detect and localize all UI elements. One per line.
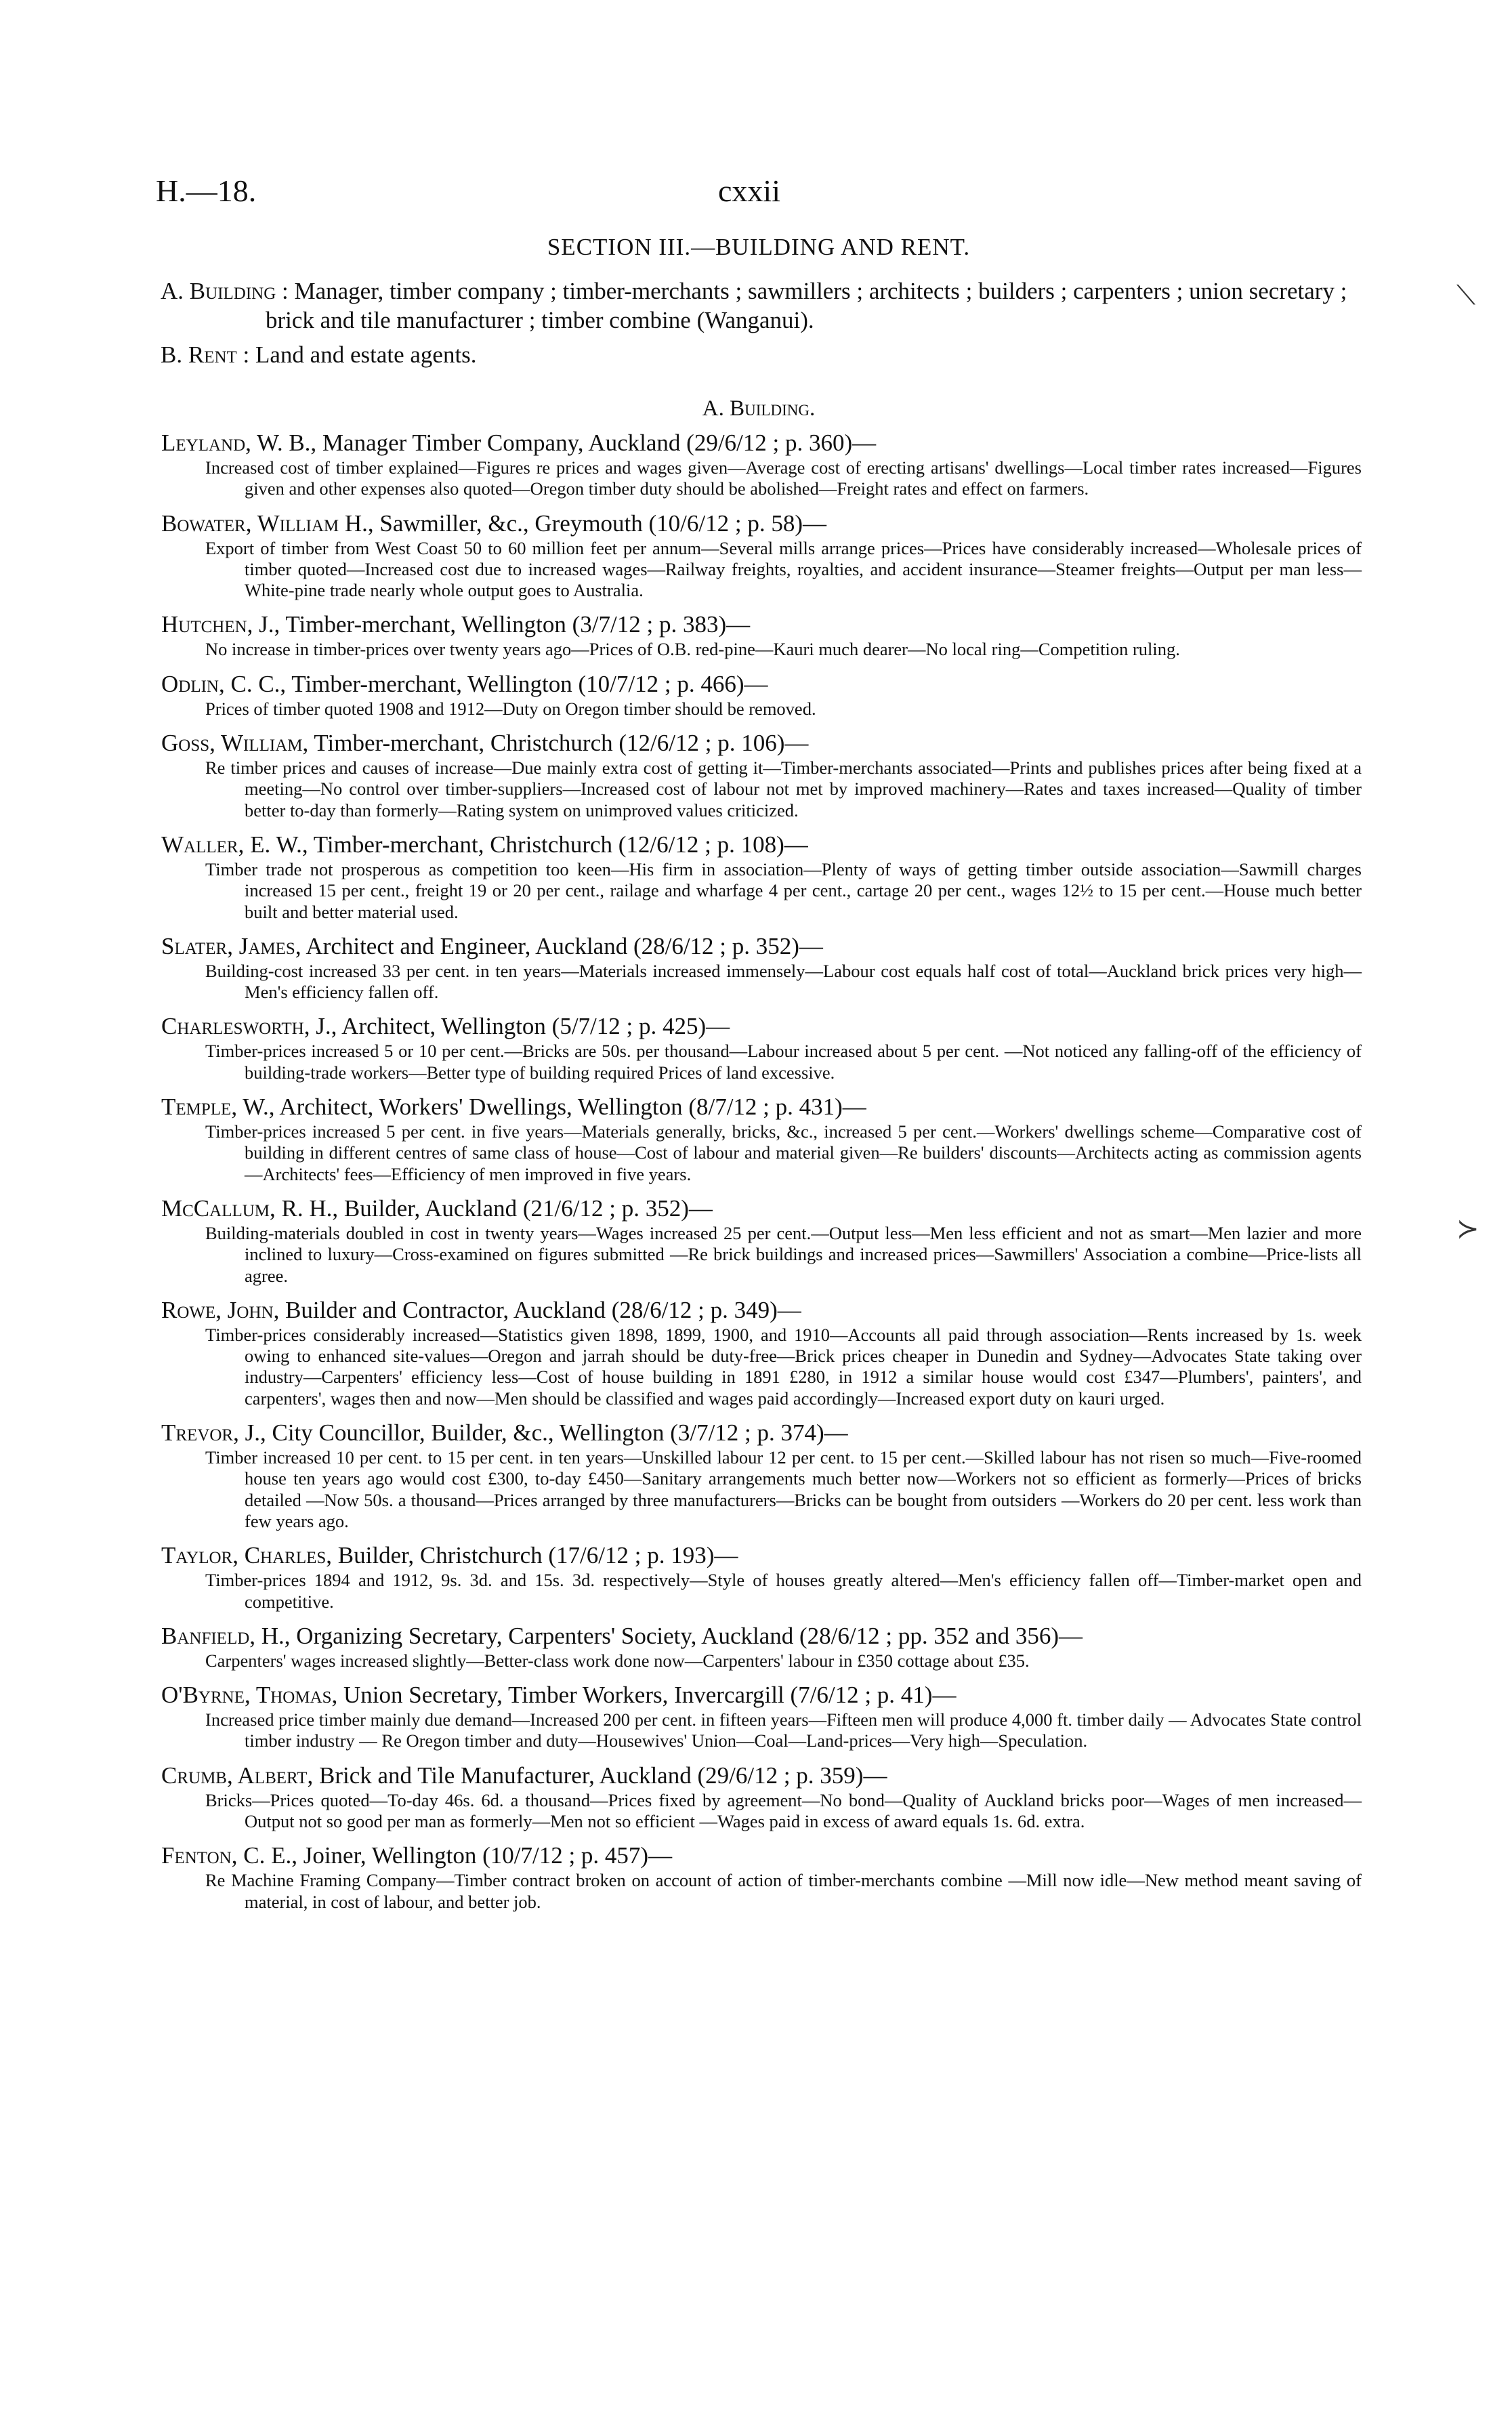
- entry-heading: [161, 831, 1362, 859]
- witness-name: Fenton: [161, 1842, 232, 1869]
- witness-name: Bowater, William: [161, 510, 339, 537]
- witness-name: Hutchen: [161, 611, 247, 638]
- witness-entry: [161, 1093, 1362, 1185]
- evidence-summary: Timber trade not prosperous as competition too keen—His firm in association—Plenty of ways of getting timber outside association—Sawmill charges increased 15 per cent., freight 19 or 20 per cent., railage and wharfage 4 per cent., cartage 20 per cent., wages 12½ to 15 per cent.—House much better built and better material used.: [205, 858, 1362, 922]
- evidence-summary: Carpenters' wages increased slightly—Better-class work done now—Carpenters' labour in £350 cottage about £35.: [205, 1650, 1030, 1671]
- contents-text: Manager, timber company ; timber-merchants ; sawmillers ; architects ; builders ; carpenters ; union secretary ; brick and tile manufacturer ; timber combine (Wanganui).: [266, 278, 1347, 333]
- subsection-title: A. Building.: [702, 396, 816, 421]
- witness-name: Crumb, Albert: [161, 1762, 308, 1789]
- entry-heading: [161, 1194, 1362, 1223]
- contents-row-building: [161, 276, 1363, 335]
- evidence-summary: Increased price timber mainly due demand—Increased 200 per cent. in fifteen years—Fifteen men will produce 4,000 ft. timber daily — Advocates State control timber industry — Re Oregon timber and duty—Housewives' Union—Coal—Land-prices—Very high—Speculation.: [205, 1709, 1362, 1751]
- witness-details: , Timber-merchant, Christchurch (12/6/12 ; p. 106)—: [302, 730, 809, 757]
- section-title: SECTION III.—BUILDING AND RENT.: [547, 234, 971, 260]
- witness-details: , Builder and Contractor, Auckland (28/6/12 ; p. 349)—: [273, 1296, 801, 1323]
- witness-entry: [161, 610, 1362, 660]
- evidence-summary: Re timber prices and causes of increase—Due mainly extra cost of getting it—Timber-merchants associated—Prints and publishes prices after being fixed at a meeting—No control over timber-suppliers—Increased cost of labour not met by improved machinery—Rates and taxes increased—Quality of timber better to-day than formerly—Rating system on unimproved values criticized.: [205, 757, 1362, 820]
- witness-details: , Union Secretary, Timber Workers, Invercargill (7/6/12 ; p. 41)—: [331, 1682, 957, 1709]
- evidence-summary: No increase in timber-prices over twenty years ago—Prices of O.B. red-pine—Kauri much dearer—No local ring—Competition ruling.: [205, 639, 1180, 660]
- witness-list: [161, 429, 1362, 1922]
- witness-entry: [161, 510, 1362, 602]
- entry-heading: [161, 1296, 1362, 1325]
- witness-name: O'Byrne, Thomas: [161, 1682, 332, 1709]
- witness-name: Rowe, John: [161, 1296, 274, 1323]
- witness-details: H., Sawmiller, &c., Greymouth (10/6/12 ; p. 58)—: [339, 510, 827, 537]
- witness-details: , E. W., Timber-merchant, Christchurch (12/6/12 ; p. 108)—: [238, 831, 808, 858]
- witness-entry: [161, 1622, 1362, 1671]
- entry-heading: [161, 1093, 1362, 1121]
- entry-heading: [161, 1622, 1362, 1650]
- contents-row-rent: [161, 340, 1363, 369]
- page-header: [156, 173, 1362, 213]
- evidence-summary: Re Machine Framing Company—Timber contract broken on account of action of timber-merchants combine —Mill now idle—New method meant saving of material, in cost of labour, and better job.: [205, 1870, 1362, 1912]
- evidence-summary: Timber-prices 1894 and 1912, 9s. 3d. and 15s. 3d. respectively—Style of houses greatly altered—Men's efficiency fallen off—Timber-market open and competitive.: [205, 1570, 1362, 1612]
- witness-details: , Architect and Engineer, Auckland (28/6/12 ; p. 352)—: [295, 932, 823, 959]
- witness-name: Charlesworth: [161, 1013, 304, 1040]
- entry-heading: [161, 670, 1362, 699]
- witness-details: , H., Organizing Secretary, Carpenters' Society, Auckland (28/6/12 ; pp. 352 and 356)—: [249, 1622, 1083, 1649]
- entry-heading: [161, 1541, 1362, 1570]
- witness-details: , R. H., Builder, Auckland (21/6/12 ; p. 352)—: [270, 1194, 713, 1222]
- witness-name: McCallum: [161, 1194, 270, 1222]
- witness-entry: [161, 1681, 1362, 1752]
- evidence-summary: Timber-prices increased 5 per cent. in five years—Materials generally, bricks, &c., increased 5 per cent.—Workers' dwellings scheme—Comparative cost of building in different centres of same class of house—Cost of labour and material given—Re builders' discounts—Architects acting as commission agents—Architects' fees—Efficiency of men improved in five years.: [205, 1121, 1362, 1184]
- entry-heading: [161, 932, 1362, 961]
- witness-entry: [161, 1194, 1362, 1287]
- entry-heading: [161, 729, 1362, 757]
- witness-name: Odlin: [161, 670, 219, 697]
- entry-heading: [161, 1681, 1362, 1709]
- witness-entry: [161, 1296, 1362, 1409]
- witness-details: , J., City Councillor, Builder, &c., Wellington (3/7/12 ; p. 374)—: [233, 1419, 848, 1447]
- witness-name: Banfield: [161, 1622, 250, 1649]
- entry-heading: [161, 1419, 1362, 1447]
- witness-details: , C. C., Timber-merchant, Wellington (10/7/12 ; p. 466)—: [218, 670, 768, 697]
- witness-details: , W. B., Manager Timber Company, Auckland (29/6/12 ; p. 360)—: [245, 430, 877, 456]
- evidence-summary: Bricks—Prices quoted—To-day 46s. 6d. a thousand—Prices fixed by agreement—No bond—Quality of Auckland bricks poor—Wages of men increased—Output not so good per man as formerly—Men not so efficient —Wages paid in excess of award equals 1s. 6d. extra.: [205, 1789, 1362, 1831]
- witness-entry: [161, 1012, 1362, 1083]
- evidence-summary: Building-materials doubled in cost in twenty years—Wages increased 25 per cent.—Output less—Men less efficient and not as smart—Men lazier and more inclined to luxury—Cross-examined on figures submitted —Re brick buildings and increased prices—Sawmillers' Association a combine—Price-lists all agree.: [205, 1222, 1362, 1286]
- margin-mark: ≻: [1456, 1213, 1479, 1244]
- witness-entry: [161, 932, 1362, 1003]
- contents-key: A. Building :: [161, 278, 289, 304]
- witness-details: , J., Architect, Wellington (5/7/12 ; p. 425)—: [303, 1013, 730, 1040]
- entry-heading: [161, 1762, 1362, 1790]
- page-number: cxxii: [718, 173, 780, 208]
- witness-name: Goss, William: [161, 730, 303, 757]
- witness-name: Leyland: [161, 430, 246, 456]
- evidence-summary: Timber-prices increased 5 or 10 per cent.—Bricks are 50s. per thousand—Labour increased about 5 per cent. —Not noticed any falling-off of the efficiency of building-trade workers—Better type of building required Prices of land excessive.: [205, 1041, 1362, 1083]
- witness-details: , Builder, Christchurch (17/6/12 ; p. 193)—: [326, 1542, 738, 1569]
- entry-heading: [161, 610, 1362, 639]
- evidence-summary: Timber-prices considerably increased—Statistics given 1898, 1899, 1900, and 1910—Accounts all paid through association—Rents increased by 1s. week owing to enhanced site-values—Oregon and jarrah should be duty-free—Brick prices cheaper in Dunedin and Sydney—Advocates State taking over industry—Carpenters' efficiency less—Cost of house building in 1891 £280, in 1912 a similar house would cost £347—Plumbers', painters', and carpenters', wages then and now—Men should be classified and wages paid accordingly—Increased export duty on kauri urged.: [205, 1324, 1362, 1409]
- witness-entry: [161, 670, 1362, 720]
- contents-key: B. Rent :: [161, 341, 250, 368]
- evidence-summary: Export of timber from West Coast 50 to 60 million feet per annum—Several mills arrange prices—Prices have considerably increased—Wholesale prices of timber quoted—Increased cost due to increased wages—Railway freights, royalties, and accident insurance—Steamer freights—Output per man less—White-pine trade nearly whole output goes to Australia.: [205, 537, 1362, 601]
- witness-entry: [161, 429, 1362, 500]
- margin-mark: ⟍: [1456, 280, 1475, 310]
- entry-heading: [161, 510, 1362, 538]
- witness-details: , W., Architect, Workers' Dwellings, Wellington (8/7/12 ; p. 431)—: [231, 1094, 866, 1121]
- witness-entry: [161, 1762, 1362, 1833]
- witness-entry: [161, 729, 1362, 821]
- witness-name: Slater, James: [161, 932, 295, 959]
- evidence-summary: Timber increased 10 per cent. to 15 per cent. in ten years—Unskilled labour 12 per cent. to 15 per cent.—Skilled labour has not risen so much—Five-roomed house ten years ago would cost £300, to-day £450—Sanitary arrangements much better now—Workers not so efficient as formerly—Prices of bricks detailed —Now 50s. a thousand—Prices arranged by three manufacturers—Bricks can be bought from outsiders —Workers do 20 per cent. less work than few years ago.: [205, 1447, 1362, 1531]
- section-contents: [161, 276, 1363, 375]
- witness-details: , Brick and Tile Manufacturer, Auckland (29/6/12 ; p. 359)—: [307, 1762, 887, 1789]
- evidence-summary: Building-cost increased 33 per cent. in ten years—Materials increased immensely—Labour cost equals half cost of total—Auckland brick prices very high—Men's efficiency fallen off.: [205, 960, 1362, 1003]
- contents-text: Land and estate agents.: [255, 341, 477, 368]
- witness-entry: [161, 1419, 1362, 1532]
- evidence-summary: Increased cost of timber explained—Figures re prices and wages given—Average cost of erecting artisans' dwellings—Local timber rates increased—Figures given and other expenses also quoted—Oregon timber duty should be abolished—Freight rates and effect on farmers.: [205, 457, 1362, 499]
- entry-heading: [161, 1842, 1362, 1870]
- witness-name: Waller: [161, 831, 238, 858]
- witness-name: Taylor, Charles: [161, 1542, 327, 1569]
- witness-entry: [161, 831, 1362, 923]
- witness-name: Temple: [161, 1094, 232, 1121]
- entry-heading: [161, 1012, 1362, 1041]
- document-reference: H.—18.: [156, 173, 257, 208]
- witness-details: , C. E., Joiner, Wellington (10/7/12 ; p. 457)—: [231, 1842, 673, 1869]
- evidence-summary: Prices of timber quoted 1908 and 1912—Duty on Oregon timber should be removed.: [205, 698, 816, 719]
- witness-entry: [161, 1842, 1362, 1913]
- witness-details: , J., Timber-merchant, Wellington (3/7/12 ; p. 383)—: [247, 611, 751, 638]
- witness-name: Trevor: [161, 1419, 234, 1447]
- witness-entry: [161, 1541, 1362, 1613]
- entry-heading: [161, 429, 1362, 457]
